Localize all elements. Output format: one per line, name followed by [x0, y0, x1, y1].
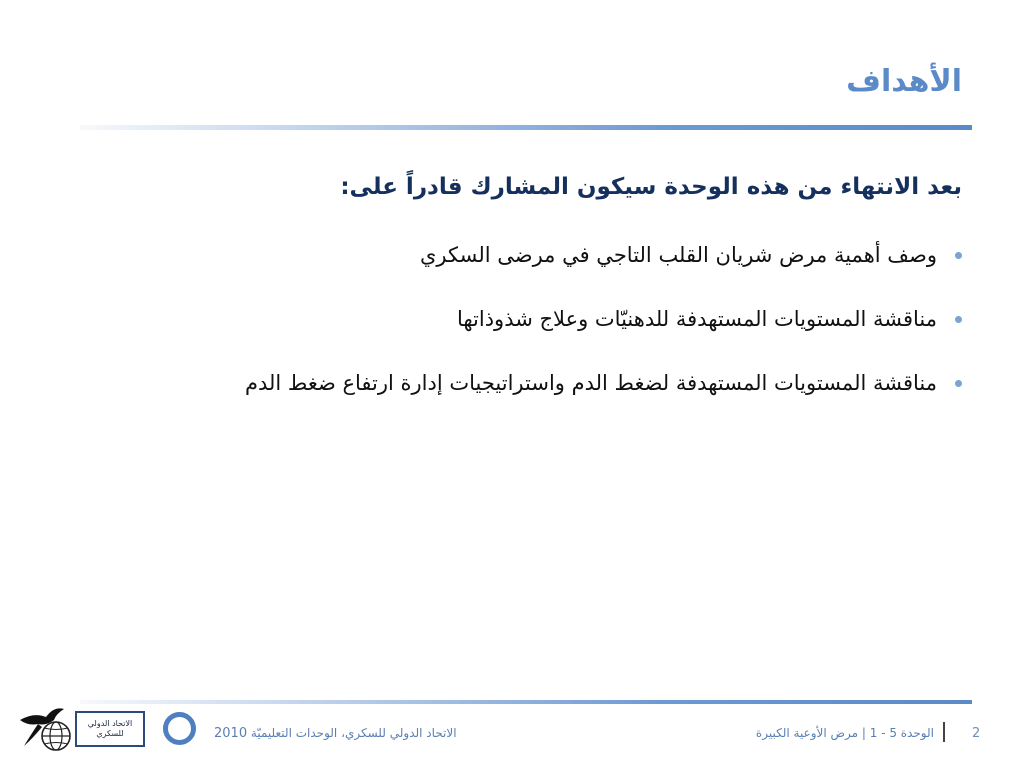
footer-separator [943, 722, 945, 742]
bullet-dot-icon [955, 252, 962, 259]
objectives-intro: بعد الانتهاء من هذه الوحدة سيكون المشارك قادراً على: [340, 174, 962, 200]
logo-text: الاتحاد الدولي للسكري [87, 719, 133, 738]
objective-text: مناقشة المستويات المستهدفة لضغط الدم واستراتيجيات إدارة ارتفاع ضغط الدم [244, 371, 937, 395]
bullet-dot-icon [955, 380, 962, 387]
bird-over-globe-icon [16, 700, 78, 752]
year-label: 2010 [214, 726, 248, 741]
idf-logo-box [75, 711, 145, 747]
page-number: 2 [972, 726, 981, 741]
organization-label [214, 725, 457, 742]
objective-item [62, 366, 962, 400]
ring-icon [163, 712, 196, 745]
footer-divider [80, 700, 972, 704]
organization-name: الاتحاد الدولي للسكري، الوحدات التعليميّة [250, 726, 457, 740]
objective-item [62, 238, 962, 272]
title-divider [80, 125, 972, 130]
bullet-dot-icon [955, 316, 962, 323]
objectives-list [62, 238, 962, 430]
objective-item [62, 302, 962, 336]
objective-text: مناقشة المستويات المستهدفة للدهنيّات وعلاج شذوذاتها [456, 307, 937, 331]
objective-text: وصف أهمية مرض شريان القلب التاجي في مرضى السكري [419, 243, 937, 267]
slide-title: الأهداف [846, 64, 962, 99]
unit-label: الوحدة 5 - 1 | مرض الأوعية الكبيرة [755, 726, 934, 740]
